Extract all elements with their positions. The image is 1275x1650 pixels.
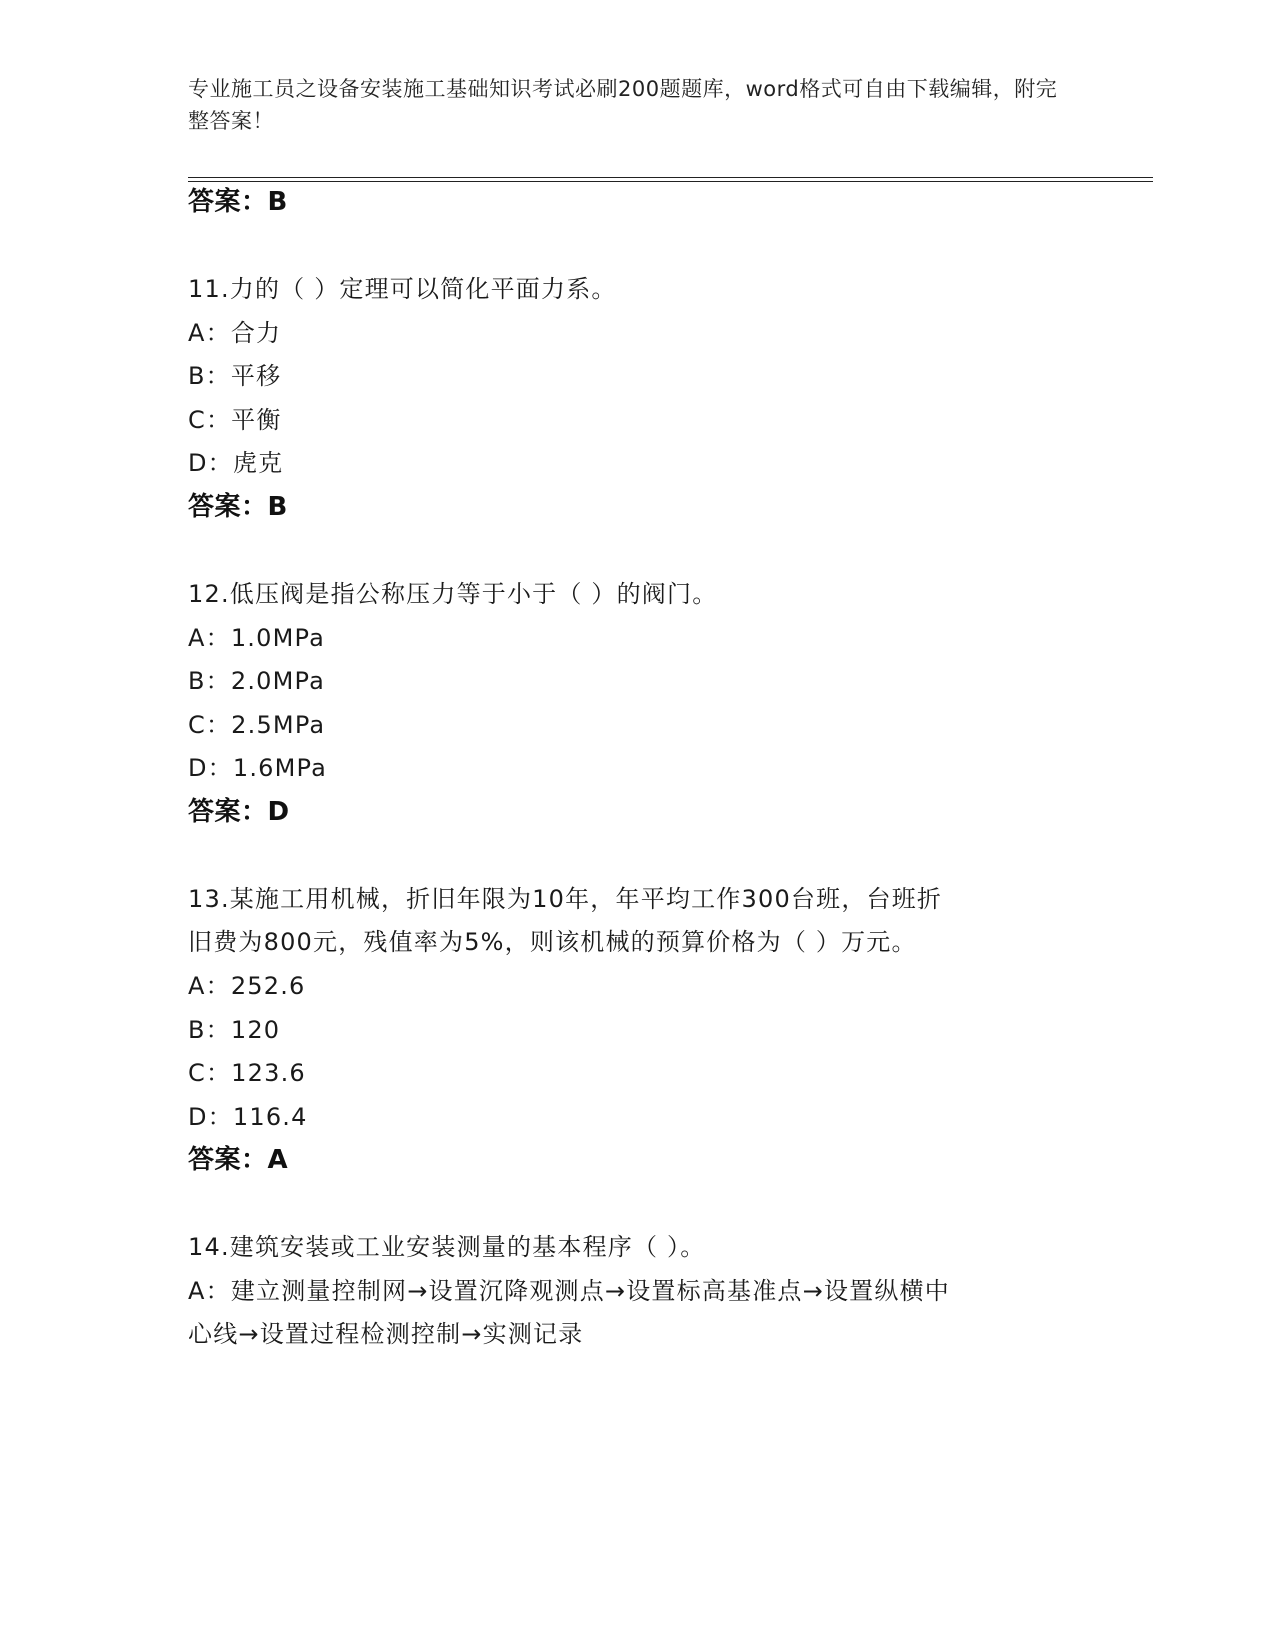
question-12-option-c: C：2.5MPa xyxy=(188,711,326,739)
question-12-option-a: A：1.0MPa xyxy=(188,624,325,652)
question-13-option-b: B：120 xyxy=(188,1016,281,1044)
answer-q13: 答案：A xyxy=(188,1145,289,1175)
answer-q10: 答案：B xyxy=(188,187,288,217)
question-13-stem-line-2: 旧费为800元，残值率为5%，则该机械的预算价格为（ ）万元。 xyxy=(188,928,917,956)
answer-q12: 答案：D xyxy=(188,797,290,827)
question-13-option-c: C：123.6 xyxy=(188,1059,306,1087)
question-13-stem-line-1: 13.某施工用机械，折旧年限为10年，年平均工作300台班，台班折 xyxy=(188,885,943,913)
header-double-rule xyxy=(188,177,1153,182)
question-14-stem: 14.建筑安装或工业安装测量的基本程序（ ）。 xyxy=(188,1233,706,1261)
question-14-option-a-line-1: A：建立测量控制网→设置沉降观测点→设置标高基准点→设置纵横中 xyxy=(188,1277,950,1305)
question-13-option-d: D：116.4 xyxy=(188,1103,308,1131)
question-12-option-d: D：1.6MPa xyxy=(188,754,328,782)
question-13-option-a: A：252.6 xyxy=(188,972,306,1000)
document-header-title: 专业施工员之设备安装施工基础知识考试必刷200题题库，word格式可自由下载编辑，附完整答案！ xyxy=(188,77,1058,133)
question-11-option-b: B：平移 xyxy=(188,362,282,390)
question-11-option-d: D：虎克 xyxy=(188,449,284,477)
question-11-option-a: A：合力 xyxy=(188,319,282,347)
question-14-option-a-line-2: 心线→设置过程检测控制→实测记录 xyxy=(188,1320,584,1348)
question-11-stem: 11.力的（ ）定理可以简化平面力系。 xyxy=(188,275,617,303)
question-11-option-c: C：平衡 xyxy=(188,406,282,434)
answer-q11: 答案：B xyxy=(188,492,288,522)
question-12-stem: 12.低压阀是指公称压力等于小于（ ）的阀门。 xyxy=(188,580,718,608)
question-12-option-b: B：2.0MPa xyxy=(188,667,326,695)
